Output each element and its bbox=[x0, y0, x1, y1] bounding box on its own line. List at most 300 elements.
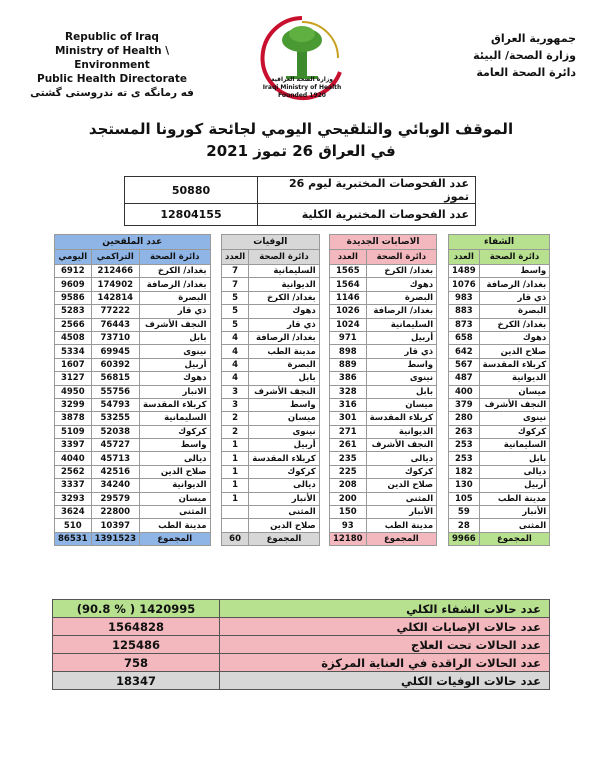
directorate-cell: ذي قار bbox=[139, 305, 210, 318]
count-cell: 1 bbox=[222, 492, 249, 505]
daily-cell: 3397 bbox=[55, 439, 92, 452]
cumulative-cell: 53255 bbox=[91, 412, 139, 425]
count-cell: 1024 bbox=[330, 318, 367, 331]
cumulative-cell: 212466 bbox=[91, 265, 139, 278]
directorate-cell: صلاح الدين bbox=[249, 519, 320, 532]
directorate-cell: ميسان bbox=[366, 398, 437, 411]
directorate-cell: السليمانية bbox=[366, 318, 437, 331]
directorate-cell: بغداد/ الكرخ bbox=[139, 265, 210, 278]
table-row bbox=[222, 465, 320, 478]
cumulative-cell: 73710 bbox=[91, 331, 139, 344]
count-cell: 93 bbox=[330, 519, 367, 532]
directorate-cell: كركوك bbox=[479, 425, 550, 438]
table-row bbox=[449, 385, 550, 398]
tests-row bbox=[125, 204, 476, 226]
table-row bbox=[330, 439, 437, 452]
table-row bbox=[449, 265, 550, 278]
summary-value: 758 bbox=[53, 654, 220, 672]
summary-value: 1420995 ( % 90.8) bbox=[53, 600, 220, 618]
lab-tests-table bbox=[124, 176, 476, 226]
directorate-cell: الديوانية bbox=[249, 278, 320, 291]
table-row bbox=[55, 425, 211, 438]
table-row bbox=[55, 318, 211, 331]
table-row bbox=[55, 465, 211, 478]
count-cell bbox=[222, 506, 249, 519]
table-row bbox=[222, 345, 320, 358]
table-row bbox=[330, 465, 437, 478]
directorate-cell: ميسان bbox=[479, 385, 550, 398]
count-cell: 658 bbox=[449, 331, 480, 344]
count-cell: 208 bbox=[330, 479, 367, 492]
directorate-cell: كربلاء المقدسة bbox=[139, 398, 210, 411]
summary-table bbox=[52, 599, 550, 690]
tests-value: 50880 bbox=[125, 177, 258, 204]
directorate-cell: المثنى bbox=[479, 519, 550, 532]
table-row bbox=[330, 265, 437, 278]
header-arabic bbox=[436, 30, 576, 81]
table-row bbox=[330, 291, 437, 304]
table-row bbox=[222, 372, 320, 385]
cumulative-cell: 56815 bbox=[91, 372, 139, 385]
directorate-cell: نينوى bbox=[139, 345, 210, 358]
directorate-cell: كربلاء المقدسة bbox=[249, 452, 320, 465]
table-row bbox=[222, 425, 320, 438]
cumulative-cell: 42516 bbox=[91, 465, 139, 478]
count-cell: 379 bbox=[449, 398, 480, 411]
cumulative-cell: 77222 bbox=[91, 305, 139, 318]
summary-row bbox=[53, 618, 550, 636]
directorate-cell: بغداد/ الكرخ bbox=[479, 318, 550, 331]
table-row bbox=[222, 318, 320, 331]
directorate-cell: السليمانية bbox=[479, 439, 550, 452]
table-row bbox=[330, 358, 437, 371]
directorate-cell: واسط bbox=[139, 439, 210, 452]
cumulative-cell: 60392 bbox=[91, 358, 139, 371]
summary-value: 1564828 bbox=[53, 618, 220, 636]
table-row bbox=[330, 425, 437, 438]
cumulative-cell: 22800 bbox=[91, 506, 139, 519]
directorate-cell: البصرة bbox=[139, 291, 210, 304]
directorate-cell: أربيل bbox=[479, 479, 550, 492]
directorate-cell: كركوك bbox=[366, 465, 437, 478]
block-title-row bbox=[55, 235, 211, 250]
count-cell: 1565 bbox=[330, 265, 367, 278]
count-cell bbox=[222, 519, 249, 532]
directorate-cell: دهوك bbox=[249, 305, 320, 318]
total-label: المجموع bbox=[366, 532, 437, 545]
table-row bbox=[222, 452, 320, 465]
table-row bbox=[55, 506, 211, 519]
count-cell: 4 bbox=[222, 358, 249, 371]
table-row bbox=[222, 506, 320, 519]
block-title-row bbox=[222, 235, 320, 250]
directorate-cell: بغداد/ الكرخ bbox=[366, 265, 437, 278]
directorate-cell: مدينة الطب bbox=[139, 519, 210, 532]
count-cell: 253 bbox=[449, 452, 480, 465]
daily-cell: 4040 bbox=[55, 452, 92, 465]
directorate-cell: بغداد/ الكرخ bbox=[249, 291, 320, 304]
table-row bbox=[449, 519, 550, 532]
table-row bbox=[222, 398, 320, 411]
daily-cell: 9609 bbox=[55, 278, 92, 291]
summary-row bbox=[53, 672, 550, 690]
total-label: المجموع bbox=[479, 532, 550, 545]
total-label: المجموع bbox=[139, 532, 210, 545]
count-cell: 328 bbox=[330, 385, 367, 398]
directorate-cell: نينوى bbox=[249, 425, 320, 438]
summary-label: عدد حالات الإصابات الكلي bbox=[220, 618, 550, 636]
column-header-daily: اليومي bbox=[55, 250, 92, 265]
header-en-line: Public Health Directorate bbox=[37, 73, 187, 85]
daily-cell: 5283 bbox=[55, 305, 92, 318]
deaths-table bbox=[221, 234, 320, 546]
directorate-cell: ميسان bbox=[249, 412, 320, 425]
directorate-cell: الديوانية bbox=[479, 372, 550, 385]
directorate-cell: بغداد/ الرصافة bbox=[139, 278, 210, 291]
new-cases-table bbox=[329, 234, 437, 546]
cumulative-cell: 29579 bbox=[91, 492, 139, 505]
cumulative-cell: 10397 bbox=[91, 519, 139, 532]
directorate-cell: الديوانية bbox=[139, 479, 210, 492]
summary-value: 18347 bbox=[53, 672, 220, 690]
directorate-cell: بابل bbox=[139, 331, 210, 344]
directorate-cell: بابل bbox=[249, 372, 320, 385]
directorate-cell: النجف الأشرف bbox=[139, 318, 210, 331]
directorate-cell: ذي قار bbox=[479, 291, 550, 304]
summary-label: عدد الحالات تحت العلاج bbox=[220, 636, 550, 654]
directorate-cell: دهوك bbox=[366, 278, 437, 291]
table-row bbox=[330, 331, 437, 344]
table-row bbox=[449, 358, 550, 371]
daily-cell: 1607 bbox=[55, 358, 92, 371]
table-row bbox=[55, 519, 211, 532]
count-cell: 225 bbox=[330, 465, 367, 478]
count-cell: 1489 bbox=[449, 265, 480, 278]
summary-label: عدد الحالات الراقدة في العناية المركزة bbox=[220, 654, 550, 672]
count-cell: 386 bbox=[330, 372, 367, 385]
count-cell: 7 bbox=[222, 278, 249, 291]
count-cell: 400 bbox=[449, 385, 480, 398]
directorate-cell: المثنى bbox=[249, 506, 320, 519]
table-row bbox=[330, 519, 437, 532]
directorate-cell: مدينة الطب bbox=[479, 492, 550, 505]
directorate-cell: صلاح الدين bbox=[139, 465, 210, 478]
count-cell: 889 bbox=[330, 358, 367, 371]
tests-row bbox=[125, 177, 476, 204]
count-cell: 5 bbox=[222, 305, 249, 318]
count-cell: 1 bbox=[222, 465, 249, 478]
table-row bbox=[222, 331, 320, 344]
count-cell: 2 bbox=[222, 425, 249, 438]
page-title bbox=[0, 118, 602, 162]
table-row bbox=[449, 439, 550, 452]
table-row bbox=[449, 425, 550, 438]
table-row bbox=[55, 345, 211, 358]
count-cell: 271 bbox=[330, 425, 367, 438]
directorate-cell: واسط bbox=[479, 265, 550, 278]
count-cell: 105 bbox=[449, 492, 480, 505]
table-row bbox=[330, 492, 437, 505]
table-row bbox=[222, 439, 320, 452]
directorate-cell: البصرة bbox=[366, 291, 437, 304]
table-row bbox=[330, 305, 437, 318]
table-row bbox=[55, 479, 211, 492]
cumulative-cell: 69945 bbox=[91, 345, 139, 358]
directorate-cell: بابل bbox=[479, 452, 550, 465]
cumulative-cell: 174902 bbox=[91, 278, 139, 291]
count-cell: 280 bbox=[449, 412, 480, 425]
total-row bbox=[222, 532, 320, 545]
directorate-cell: دهوك bbox=[139, 372, 210, 385]
directorate-cell: أربيل bbox=[366, 331, 437, 344]
count-cell: 1076 bbox=[449, 278, 480, 291]
count-cell: 7 bbox=[222, 265, 249, 278]
summary-row bbox=[53, 654, 550, 672]
directorate-cell: المثنى bbox=[366, 492, 437, 505]
cumulative-cell: 45713 bbox=[91, 452, 139, 465]
summary-label: عدد حالات الوفيات الكلي bbox=[220, 672, 550, 690]
count-cell: 642 bbox=[449, 345, 480, 358]
table-row bbox=[449, 452, 550, 465]
directorate-cell: واسط bbox=[249, 398, 320, 411]
header-en-line: Republic of Iraq bbox=[65, 31, 159, 43]
directorate-cell: أربيل bbox=[139, 358, 210, 371]
table-row bbox=[449, 345, 550, 358]
daily-cell: 5109 bbox=[55, 425, 92, 438]
table-row bbox=[449, 506, 550, 519]
table-row bbox=[55, 305, 211, 318]
table-row bbox=[222, 479, 320, 492]
logo-text-ar: وزارة الصحة العراقية bbox=[270, 76, 334, 83]
directorate-cell: ديالى bbox=[479, 465, 550, 478]
table-row bbox=[55, 412, 211, 425]
count-cell: 983 bbox=[449, 291, 480, 304]
count-cell: 130 bbox=[449, 479, 480, 492]
count-cell: 1 bbox=[222, 479, 249, 492]
total-label: المجموع bbox=[249, 532, 320, 545]
table-row bbox=[449, 492, 550, 505]
header-kurdish-line: فه رمانگه ى ته ندروستى گشتى bbox=[30, 87, 194, 99]
table-row bbox=[222, 519, 320, 532]
table-row bbox=[449, 278, 550, 291]
count-cell: 873 bbox=[449, 318, 480, 331]
block-title: الاصابات الجديدة bbox=[330, 235, 437, 250]
table-row bbox=[449, 305, 550, 318]
daily-cell: 3337 bbox=[55, 479, 92, 492]
table-row bbox=[55, 278, 211, 291]
count-cell: 1026 bbox=[330, 305, 367, 318]
count-cell: 5 bbox=[222, 291, 249, 304]
table-row bbox=[55, 439, 211, 452]
count-cell: 883 bbox=[449, 305, 480, 318]
total-value: 12180 bbox=[330, 532, 367, 545]
table-row bbox=[330, 345, 437, 358]
directorate-cell: مدينة الطب bbox=[366, 519, 437, 532]
table-row bbox=[55, 452, 211, 465]
table-row bbox=[55, 358, 211, 371]
table-row bbox=[55, 265, 211, 278]
logo-text-founded: Founded 1920 bbox=[278, 92, 326, 99]
count-cell: 971 bbox=[330, 331, 367, 344]
directorate-cell: ميسان bbox=[139, 492, 210, 505]
daily-cell: 2566 bbox=[55, 318, 92, 331]
summary-row bbox=[53, 600, 550, 618]
count-cell: 28 bbox=[449, 519, 480, 532]
header-english bbox=[22, 30, 202, 100]
logo-text-en: Iraqi Ministry of Health bbox=[262, 84, 342, 91]
table-row bbox=[449, 318, 550, 331]
table-row bbox=[330, 506, 437, 519]
daily-cell: 2562 bbox=[55, 465, 92, 478]
directorate-cell: النجف الأشرف bbox=[366, 439, 437, 452]
count-cell: 200 bbox=[330, 492, 367, 505]
daily-cell: 9586 bbox=[55, 291, 92, 304]
column-header-count: العدد bbox=[449, 250, 480, 265]
directorate-cell: كربلاء المقدسة bbox=[479, 358, 550, 371]
table-row bbox=[330, 479, 437, 492]
tests-value: 12804155 bbox=[125, 204, 258, 226]
table-row bbox=[55, 331, 211, 344]
tests-label: عدد الفحوصات المختبرية الكلية bbox=[258, 204, 476, 226]
column-header-directorate: دائرة الصحة bbox=[249, 250, 320, 265]
total-row bbox=[55, 532, 211, 545]
directorate-cell: ذي قار bbox=[366, 345, 437, 358]
cumulative-cell: 142814 bbox=[91, 291, 139, 304]
directorate-cell: نينوى bbox=[366, 372, 437, 385]
directorate-cell: نينوى bbox=[479, 412, 550, 425]
count-cell: 3 bbox=[222, 398, 249, 411]
block-title: الوفيات bbox=[222, 235, 320, 250]
column-header-directorate: دائرة الصحة bbox=[139, 250, 210, 265]
count-cell: 301 bbox=[330, 412, 367, 425]
count-cell: 3 bbox=[222, 385, 249, 398]
total-row bbox=[449, 532, 550, 545]
table-row bbox=[449, 331, 550, 344]
total-value: 60 bbox=[222, 532, 249, 545]
count-cell: 5 bbox=[222, 318, 249, 331]
table-row bbox=[330, 452, 437, 465]
count-cell: 261 bbox=[330, 439, 367, 452]
directorate-cell: كركوك bbox=[249, 465, 320, 478]
header-en-line: Ministry of Health \ Environment bbox=[54, 45, 170, 71]
table-row bbox=[449, 291, 550, 304]
count-cell: 4 bbox=[222, 372, 249, 385]
count-cell: 487 bbox=[449, 372, 480, 385]
directorate-cell: بابل bbox=[366, 385, 437, 398]
daily-cell: 3624 bbox=[55, 506, 92, 519]
directorate-cell: واسط bbox=[366, 358, 437, 371]
directorate-cell: الأنبار bbox=[366, 506, 437, 519]
table-row bbox=[222, 278, 320, 291]
table-row bbox=[222, 412, 320, 425]
daily-cell: 4950 bbox=[55, 385, 92, 398]
directorate-cell: الأنبار bbox=[479, 506, 550, 519]
count-cell: 1 bbox=[222, 439, 249, 452]
count-cell: 4 bbox=[222, 345, 249, 358]
tests-label: عدد الفحوصات المختبرية ليوم 26 تموز bbox=[258, 177, 476, 204]
directorate-cell: الأنبار bbox=[249, 492, 320, 505]
summary-label: عدد حالات الشفاء الكلي bbox=[220, 600, 550, 618]
ministry-logo bbox=[252, 14, 352, 106]
block-title: عدد الملقحين bbox=[55, 235, 211, 250]
block-title-row bbox=[449, 235, 550, 250]
directorate-cell: بغداد/ الرصافة bbox=[366, 305, 437, 318]
daily-cell: 3878 bbox=[55, 412, 92, 425]
header-ar-line: جمهورية العراق bbox=[491, 32, 576, 45]
directorate-cell: ديالى bbox=[249, 479, 320, 492]
directorate-cell: أربيل bbox=[249, 439, 320, 452]
table-row bbox=[55, 492, 211, 505]
vaccinated-table bbox=[54, 234, 211, 546]
count-cell: 567 bbox=[449, 358, 480, 371]
summary-row bbox=[53, 636, 550, 654]
table-row bbox=[55, 385, 211, 398]
directorate-cell: ديالى bbox=[366, 452, 437, 465]
column-header-row bbox=[55, 250, 211, 265]
total-value: 9966 bbox=[449, 532, 480, 545]
directorate-cell: مدينة الطب bbox=[249, 345, 320, 358]
table-row bbox=[330, 318, 437, 331]
column-header-directorate: دائرة الصحة bbox=[366, 250, 437, 265]
directorate-cell: بغداد/ الرصافة bbox=[249, 331, 320, 344]
header-ar-line: وزارة الصحة/ البيئة bbox=[473, 49, 576, 62]
count-cell: 898 bbox=[330, 345, 367, 358]
table-row bbox=[330, 278, 437, 291]
daily-cell: 4508 bbox=[55, 331, 92, 344]
count-cell: 1564 bbox=[330, 278, 367, 291]
directorate-cell: السليمانية bbox=[139, 412, 210, 425]
block-title: الشفاء bbox=[449, 235, 550, 250]
count-cell: 316 bbox=[330, 398, 367, 411]
directorate-cell: دهوك bbox=[479, 331, 550, 344]
table-row bbox=[222, 492, 320, 505]
column-header-row bbox=[222, 250, 320, 265]
total-daily: 86531 bbox=[55, 532, 92, 545]
table-row bbox=[449, 465, 550, 478]
recovered-table bbox=[448, 234, 550, 546]
table-row bbox=[449, 398, 550, 411]
cumulative-cell: 34240 bbox=[91, 479, 139, 492]
table-row bbox=[449, 479, 550, 492]
table-row bbox=[55, 398, 211, 411]
count-cell: 253 bbox=[449, 439, 480, 452]
table-row bbox=[222, 385, 320, 398]
cumulative-cell: 45727 bbox=[91, 439, 139, 452]
column-header-count: العدد bbox=[222, 250, 249, 265]
directorate-cell: صلاح الدين bbox=[479, 345, 550, 358]
column-header-count: العدد bbox=[330, 250, 367, 265]
daily-cell: 510 bbox=[55, 519, 92, 532]
table-row bbox=[330, 385, 437, 398]
count-cell: 59 bbox=[449, 506, 480, 519]
count-cell: 263 bbox=[449, 425, 480, 438]
directorate-cell: بغداد/ الرصافة bbox=[479, 278, 550, 291]
directorate-cell: المثنى bbox=[139, 506, 210, 519]
daily-cell: 3299 bbox=[55, 398, 92, 411]
cumulative-cell: 52038 bbox=[91, 425, 139, 438]
total-row bbox=[330, 532, 437, 545]
table-row bbox=[330, 412, 437, 425]
daily-cell: 6912 bbox=[55, 265, 92, 278]
count-cell: 150 bbox=[330, 506, 367, 519]
directorate-cell: الديوانية bbox=[366, 425, 437, 438]
daily-cell: 3127 bbox=[55, 372, 92, 385]
table-row bbox=[222, 305, 320, 318]
directorate-cell: البصرة bbox=[479, 305, 550, 318]
column-header-directorate: دائرة الصحة bbox=[479, 250, 550, 265]
count-cell: 2 bbox=[222, 412, 249, 425]
table-row bbox=[330, 398, 437, 411]
